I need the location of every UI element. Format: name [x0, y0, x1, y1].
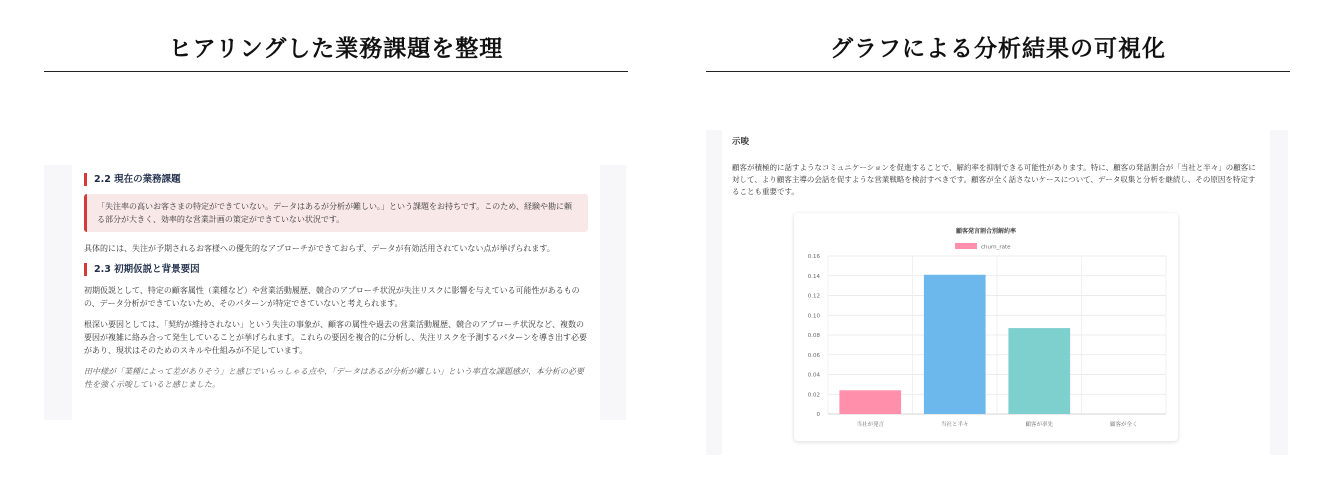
x-tick-label: 当社が発言: [856, 422, 885, 428]
legend-swatch: [955, 243, 977, 249]
bar: [924, 275, 986, 414]
customer-remark-paragraph: 田中様が「業種によって差がありそう」と感じでいらっしゃる点や、「データはあるが分析が難しい」という率直な課題感が、本分析の必要性を強く示唆していると感じました。: [84, 367, 584, 389]
right-panel-title: グラフによる分析結果の可視化: [830, 36, 1166, 62]
x-tick-label: 顧客が率先: [1025, 422, 1054, 428]
y-tick-label: 0.12: [807, 293, 820, 300]
bar: [1008, 328, 1070, 414]
y-tick-label: 0.06: [807, 352, 820, 359]
left-panel-title: ヒアリングした業務課題を整理: [168, 36, 504, 62]
customer-quote-box: 「失注率の高いお客さまの特定ができていない。データはあるが分析が難しい。」という課題をお持ちです。このため、経験や勘に頼る部分が大きく、効率的な営業計画の策定ができていない状況です。: [84, 194, 588, 232]
chart-title: 顧客発言割合別解約率: [955, 228, 1017, 235]
section-heading-current-issues: 2.2 現在の業務課題: [84, 173, 588, 186]
y-tick-label: 0.14: [807, 273, 820, 280]
x-tick-label: 顧客が全く: [1109, 422, 1138, 428]
left-document-page: [72, 165, 600, 420]
insight-paragraph: 顧客が積極的に話すようなコミュニケーションを促進することで、解約率を抑制できる可能性があります。特に、顧客の発話割合が「当社と半々」の顧客に対して、より顧客主導の会話を促すような営業戦略を検討すべきです。顧客が全く話さないケースについて、データ収集と分析を継続し、その原因を特定することも重要です。: [732, 163, 1256, 196]
y-tick-label: 0.02: [807, 392, 820, 399]
chart-card: [794, 213, 1178, 441]
right-document-screenshot: [706, 130, 1288, 455]
y-tick-label: 0.10: [807, 313, 820, 320]
y-tick-label: 0: [816, 412, 820, 418]
bar: [839, 390, 901, 414]
y-tick-label: 0.04: [807, 372, 820, 379]
y-tick-label: 0.16: [807, 254, 820, 260]
left-document-screenshot: [44, 165, 626, 420]
right-title-divider: [706, 71, 1290, 72]
hypothesis-paragraph: 初期仮説として、特定の顧客属性（業種など）や営業活動履歴、競合のアプローチ状況が失注リスクに影響を与えている可能性があるものの、データ分析ができていないため、そのパターンが特定できていないと考えられます。: [84, 286, 580, 308]
insight-heading: 示唆: [732, 137, 750, 147]
churn-rate-bar-chart: [794, 213, 1178, 441]
section-heading-hypothesis: 2.3 初期仮説と背景要因: [84, 263, 588, 276]
x-tick-label: 当社と半々: [940, 422, 969, 428]
legend-label: churn_rate: [981, 244, 1011, 251]
root-cause-paragraph: 根深い要因としては、「契約が維持されない」という失注の事象が、顧客の属性や過去の営業活動履歴、競合のアプローチ状況など、複数の要因が複雑に絡み合って発生していることが挙げられます。これらの要因を複合的に分析し、失注リスクを予測するパターンを導き出す必要があり、現状はそのためのスキルや仕組みが不足しています。: [84, 320, 588, 355]
y-tick-label: 0.08: [807, 333, 820, 339]
left-title-divider: [44, 71, 628, 72]
issue-detail-paragraph: 具体的には、失注が予期されるお客様への優先的なアプローチができておらず、データが有効活用されていない点が挙げられます。: [84, 244, 555, 253]
